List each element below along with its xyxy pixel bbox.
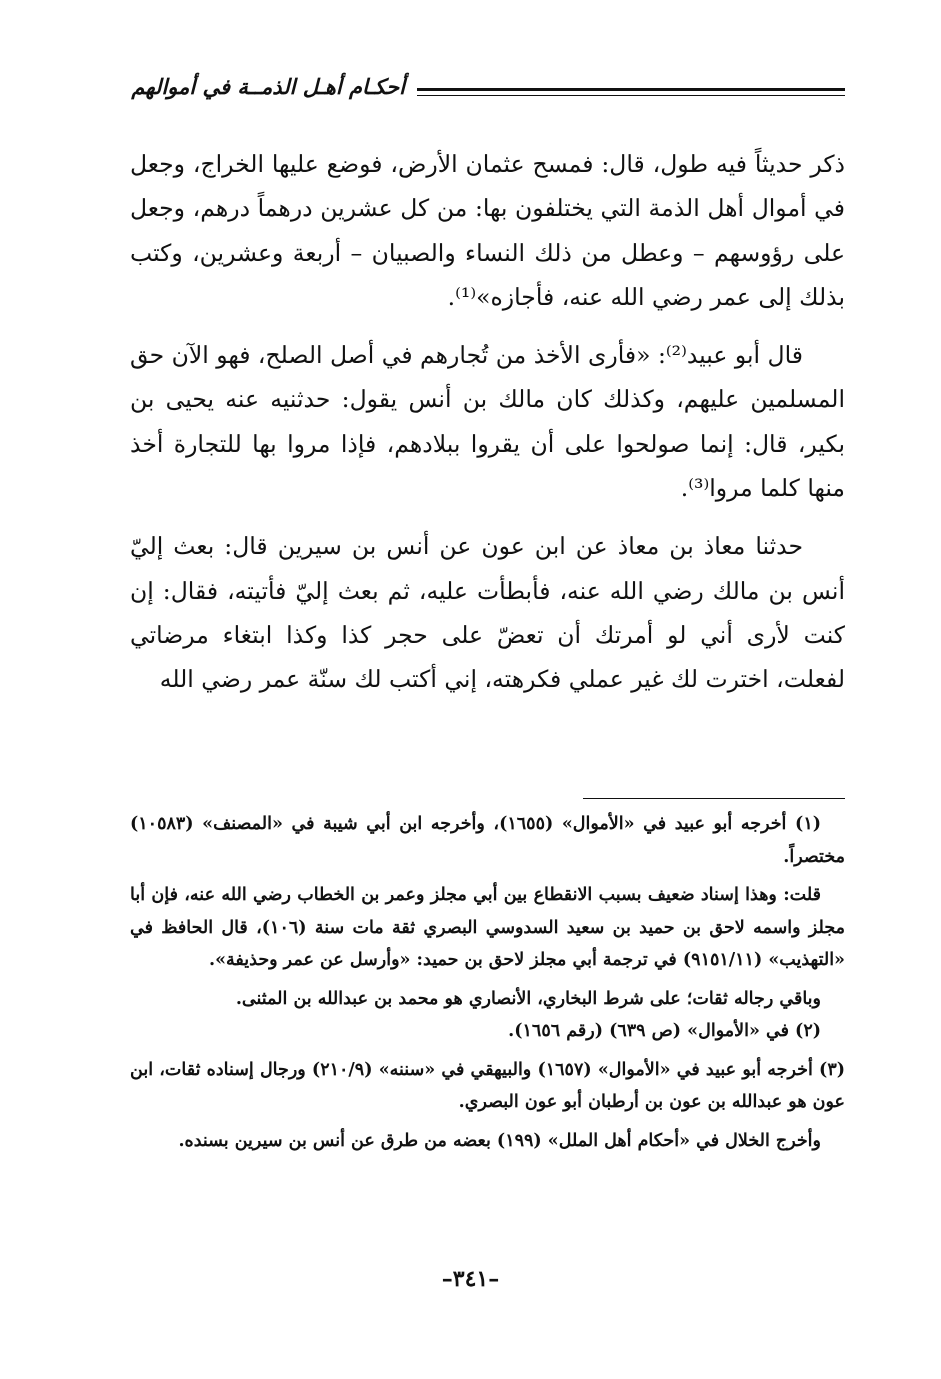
footnote-1-comment: قلت: وهذا إسناد ضعيف بسبب الانقطاع بين أبي مجلز وعمر بن الخطاب رضي الله عنه، فإن أبا مجلز واسمه لاحق بن حميد بن سعيد السدوسي البصري ثقة مات سنة (١٠٦)، قال الحافظ في «التهذيب» (٩١٥١/١١) في ترجمة أبي مجلز لاحق بن حميد: «وأرسل عن عمر وحذيفة». [130, 885, 845, 970]
footnote-1: (١) أخرجه أبو عبيد في «الأموال» (١٦٥٥)، وأخرجه ابن أبي شيبة في «المصنف» (١٠٥٨٣) مختصراً. [130, 814, 845, 867]
paragraph-2: قال أبو عبيد⁽²⁾: «فأرى الأخذ من تُجارهم في أصل الصلح، فهو الآن حق المسلمين عليهم، وكذلك كان مالك بن أنس يقول: حدثنيه عنه يحيى بن بكير، قال: إنما صولحوا على أن يقروا ببلادهم، فإذا مروا بها للتجارة أخذ منها كلما مروا⁽³⁾. [129, 341, 845, 503]
footnote-3: (٣) أخرجه أبو عبيد في «الأموال» (١٦٥٧) والبيهقي في «سننه» (٢١٠/٩) ورجال إسناده ثقات، ابن عون هو عبدالله بن عون بن أرطبان أبو عون البصري. [130, 1059, 846, 1112]
running-header [125, 70, 845, 110]
header-rule-thick [417, 88, 845, 91]
footnotes [130, 808, 845, 1157]
paragraph-1: ذكر حديثاً فيه طول، قال: فمسح عثمان الأرض، فوضع عليها الخراج، وجعل في أموال أهل الذمة التي يختلفون بها: من كل عشرين درهماً درهم، وجعل على رؤوسهم – وعطل من ذلك النساء والصبيان – أربعة وعشرين، وكتب بذلك إلى عمر رضي الله عنه، فأجازه»⁽¹⁾. [130, 150, 845, 311]
paragraph-3: حدثنا معاذ بن معاذ عن ابن عون عن أنس بن سيرين قال: بعث إليّ أنس بن مالك رضي الله عنه، فأبطأت عليه، ثم بعث إليّ فأتيته، فقال: إن كنت لأرى أني لو أمرتك أن تعضّ على حجر كذا وكذا ابتغاء مرضاتي لفعلت، اخترت لك غير عملي فكرهته، إني أكتب لك سنّة عمر رضي الله [130, 532, 845, 694]
page-number: –٣٤١– [441, 1266, 500, 1292]
header-title: أحكـام أهـل الذمــة في أموالهم [131, 74, 405, 99]
header-rule-thin [417, 95, 845, 96]
footnote-1-note: وباقي رجاله ثقات؛ على شرط البخاري، الأنصاري هو محمد بن عبدالله بن المثنى. [235, 988, 821, 1009]
footnote-3-note: وأخرج الخلال في «أحكام أهل الملل» (١٩٩) بعضه من طرق عن أنس بن سيرين بسنده. [178, 1130, 821, 1151]
footnote-2: (٢) في «الأموال» (ص ٦٣٩) (رقم ١٦٥٦). [508, 1021, 821, 1041]
footnote-separator [583, 798, 845, 799]
main-text [130, 142, 845, 702]
